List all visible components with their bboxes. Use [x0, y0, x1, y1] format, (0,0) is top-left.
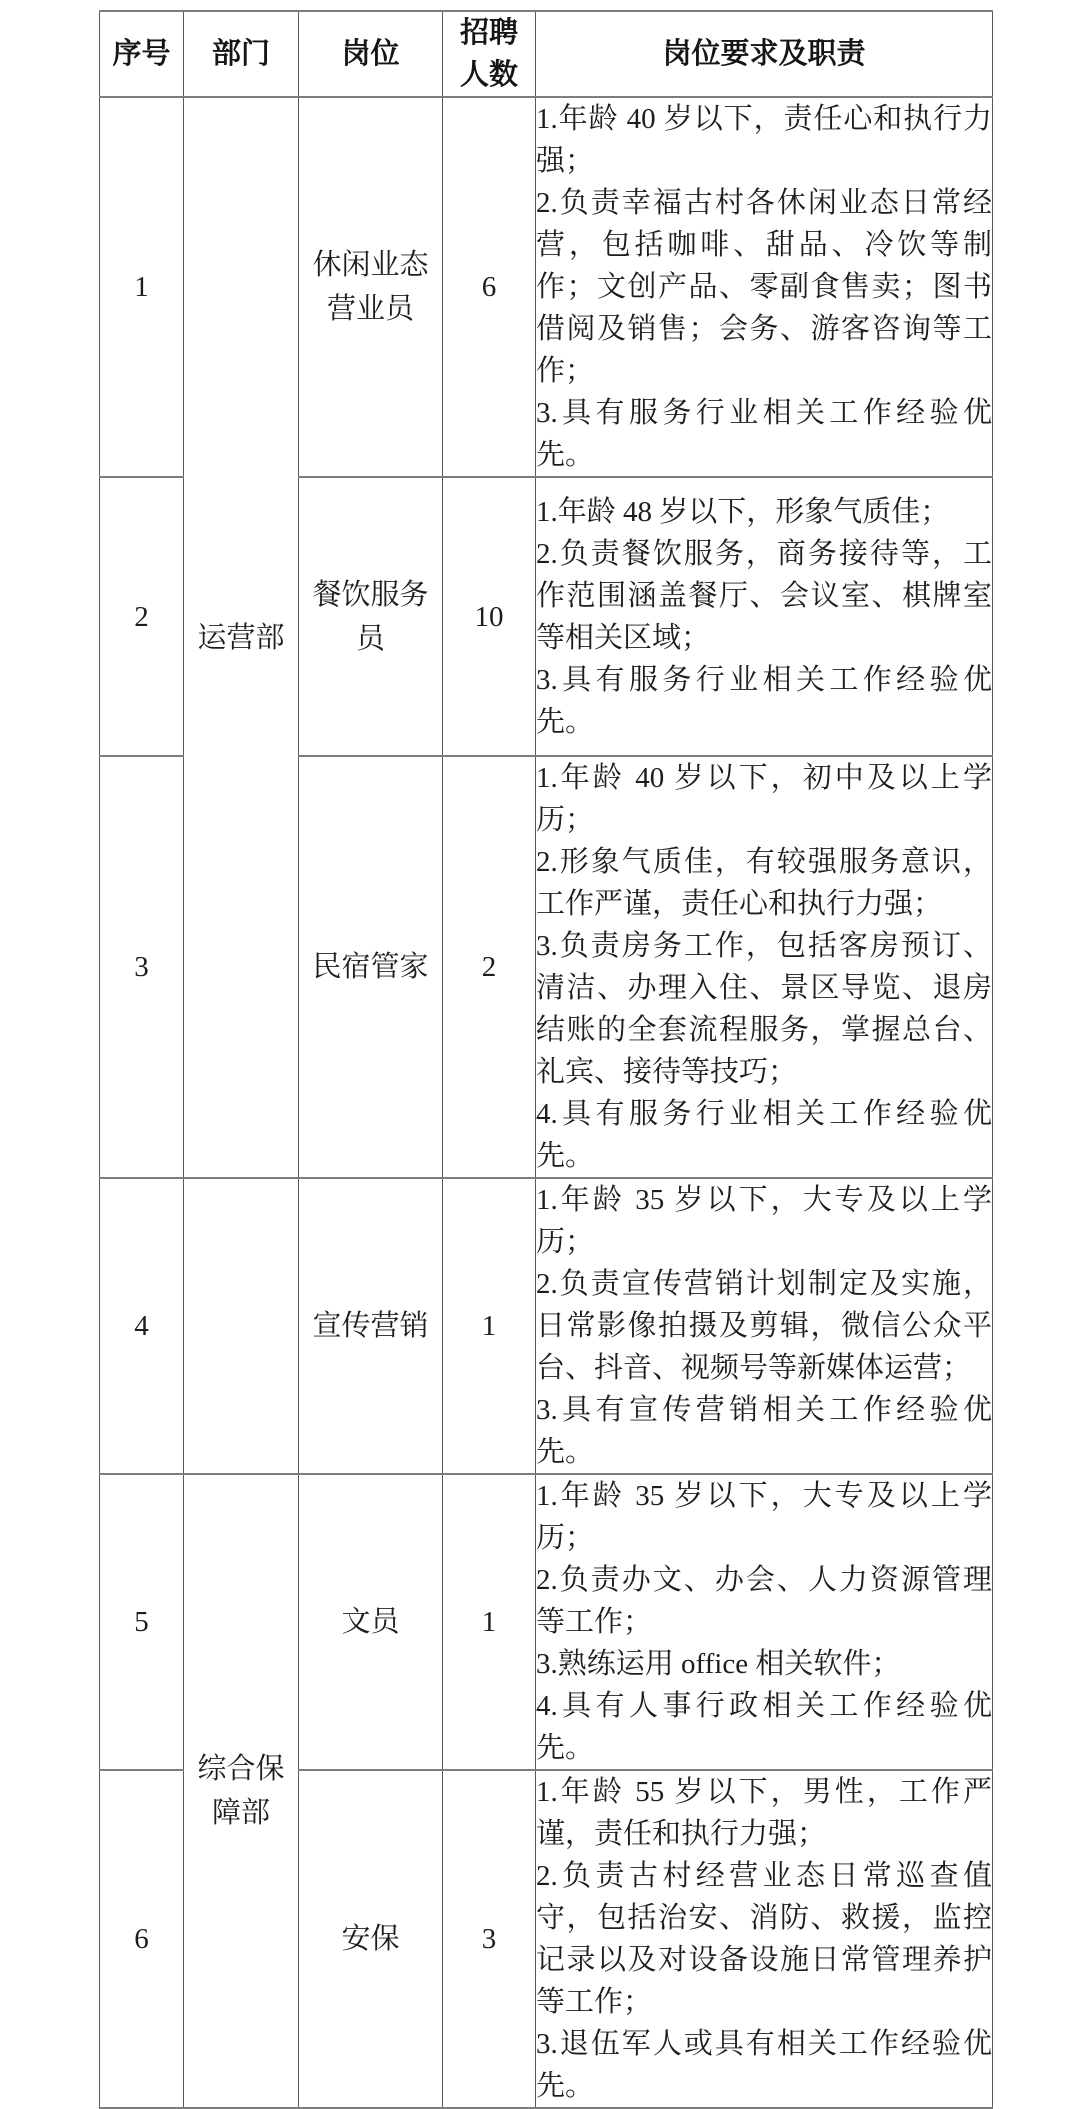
row-number-cell: 4 [100, 1178, 184, 1474]
requirement-item: 3.负责房务工作，包括客房预订、清洁、办理入住、景区导览、退房结账的全套流程服务，掌握总台、礼宾、接待等技巧； [536, 930, 992, 1088]
header-cell-position [299, 11, 443, 97]
requirements-cell [536, 97, 993, 477]
requirement-item: 3.熟练运用 office 相关软件； [536, 1648, 901, 1680]
headcount-cell: 1 [443, 1178, 536, 1474]
requirement-item: 3.具有宣传营销相关工作经验优先。 [536, 1394, 992, 1468]
requirement-item: 2.负责宣传营销计划制定及实施，日常影像拍摄及剪辑，微信公众平台、抖音、视频号等新媒体运营； [536, 1268, 992, 1384]
table-row [100, 1178, 993, 1474]
header-cell-requirements [536, 11, 993, 97]
row-number-cell: 2 [100, 477, 184, 756]
requirement-item: 2.负责餐饮服务，商务接待等，工作范围涵盖餐厅、会议室、棋牌室等相关区域； [536, 537, 992, 654]
header-label-department: 部门 [211, 38, 270, 70]
header-cell-headcount [443, 11, 536, 97]
position-cell: 休闲业态营业员 [299, 97, 443, 477]
requirement-item: 1.年龄 40 岁以下，初中及以上学历； [536, 762, 992, 836]
requirement-item: 3.具有服务行业相关工作经验优先。 [536, 397, 992, 471]
requirement-item: 3.退伍军人或具有相关工作经验优先。 [536, 2028, 992, 2102]
header-label-requirements: 岗位要求及职责 [662, 38, 866, 70]
header-cell-department [184, 11, 299, 97]
recruitment-table [99, 10, 993, 2109]
position-cell: 餐饮服务员 [299, 477, 443, 756]
requirement-item: 1.年龄 35 岁以下，大专及以上学历； [536, 1480, 992, 1554]
requirement-item: 1.年龄 35 岁以下，大专及以上学历； [536, 1184, 992, 1258]
row-number-cell: 6 [100, 1770, 184, 2108]
requirement-item: 3.具有服务行业相关工作经验优先。 [536, 663, 992, 738]
header-label-headcount: 招聘人数 [459, 17, 518, 91]
headcount-cell: 6 [443, 97, 536, 477]
row-number-cell: 1 [100, 97, 184, 477]
requirement-item: 2.负责幸福古村各休闲业态日常经营，包括咖啡、甜品、冷饮等制作；文创产品、零副食售卖；图书借阅及销售；会务、游客咨询等工作； [536, 187, 992, 387]
requirement-item: 2.负责办文、办会、人力资源管理等工作； [536, 1564, 992, 1638]
headcount-cell: 10 [443, 477, 536, 756]
header-cell-no [100, 11, 184, 97]
header-label-no: 序号 [112, 38, 171, 70]
position-cell: 安保 [299, 1770, 443, 2108]
headcount-cell: 1 [443, 1474, 536, 1770]
requirements-cell [536, 1770, 993, 2108]
requirements-cell [536, 477, 993, 756]
table-row [100, 1474, 993, 1770]
header-label-position: 岗位 [341, 38, 400, 70]
headcount-cell: 3 [443, 1770, 536, 2108]
department-cell-operations-continued [184, 1178, 299, 1474]
requirements-cell [536, 756, 993, 1178]
position-cell: 民宿管家 [299, 756, 443, 1178]
requirements-cell [536, 1178, 993, 1474]
table-row [100, 97, 993, 477]
requirement-item: 2.负责古村经营业态日常巡查值守，包括治安、消防、救援，监控记录以及对设备设施日常管理养护等工作； [536, 1860, 992, 2018]
requirement-item: 4.具有人事行政相关工作经验优先。 [536, 1690, 992, 1764]
requirement-item: 1.年龄 55 岁以下，男性，工作严谨，责任和执行力强； [536, 1776, 992, 1850]
headcount-cell: 2 [443, 756, 536, 1178]
requirement-item: 1.年龄 40 岁以下，责任心和执行力强； [536, 103, 992, 177]
requirements-cell [536, 1474, 993, 1770]
requirement-item: 1.年龄 48 岁以下，形象气质佳； [536, 495, 950, 528]
row-number-cell: 3 [100, 756, 184, 1178]
department-cell-general-support: 综合保障部 [184, 1474, 299, 2108]
row-number-cell: 5 [100, 1474, 184, 1770]
requirement-item: 4.具有服务行业相关工作经验优先。 [536, 1098, 992, 1172]
position-cell: 宣传营销 [299, 1178, 443, 1474]
requirement-item: 2.形象气质佳，有较强服务意识，工作严谨，责任心和执行力强； [536, 846, 992, 920]
position-cell: 文员 [299, 1474, 443, 1770]
department-cell-operations: 运营部 [184, 97, 299, 1178]
table-header-row [100, 11, 993, 97]
